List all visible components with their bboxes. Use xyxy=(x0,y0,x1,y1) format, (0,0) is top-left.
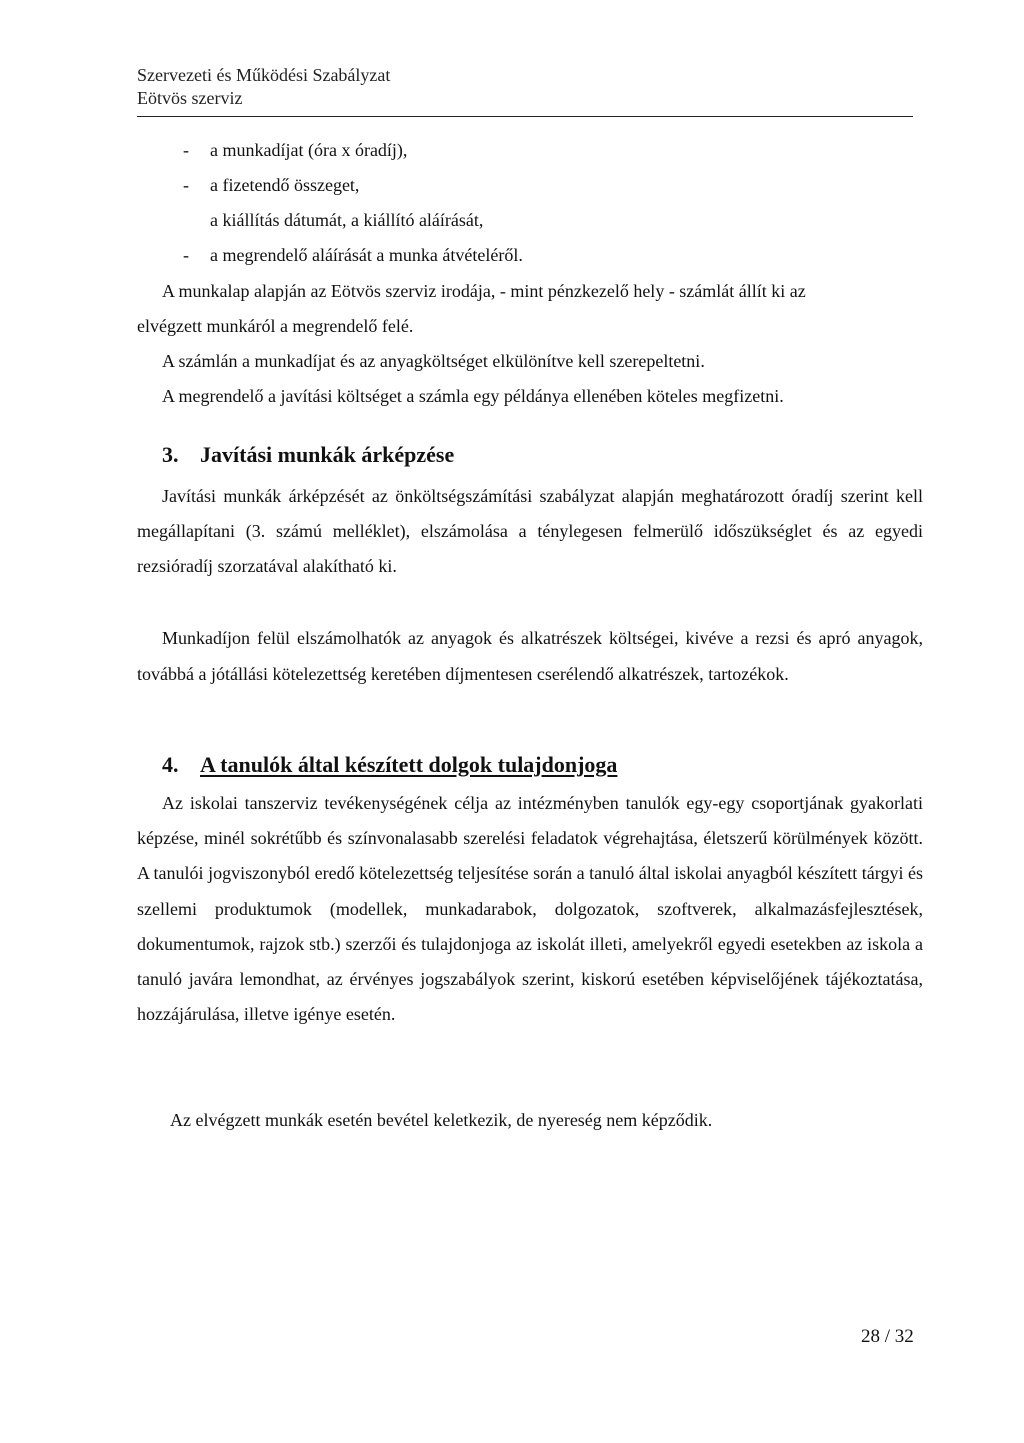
page-number: 28 / 32 xyxy=(861,1326,914,1347)
section-number: 4. xyxy=(162,752,179,777)
header-subtitle: Eötvös szerviz xyxy=(137,88,243,108)
section-number: 3. xyxy=(162,442,179,467)
header-rule xyxy=(137,116,913,117)
list-item-text: a kiállítás dátumát, a kiállító aláírását, xyxy=(210,210,484,230)
invoice-paragraph-line2: elvégzett munkáról a megrendelő felé. xyxy=(137,316,414,336)
section-3-heading xyxy=(162,442,454,468)
invoice-payment-note: A megrendelő a javítási költséget a számla egy példánya ellenében köteles megfizetni. xyxy=(162,386,784,406)
list-dash: - xyxy=(183,245,189,265)
invoice-paragraph-line1: A munkalap alapján az Eötvös szerviz irodája, - mint pénzkezelő hely - számlát állít ki az xyxy=(162,281,806,301)
list-item-text: a munkadíjat (óra x óradíj), xyxy=(210,140,408,160)
running-header xyxy=(137,64,913,110)
invoice-separate-note: A számlán a munkadíjat és az anyagköltséget elkülönítve kell szerepeltetni. xyxy=(162,351,705,371)
section-title: A tanulók által készített dolgok tulajdonjoga xyxy=(200,752,618,777)
section-3-paragraph-2: Munkadíjon felül elszámolhatók az anyagok és alkatrészek költségei, kivéve a rezsi és apró anyagok, továbbá a jótállási kötelezettség keretében díjmentesen cserélendő alkatrészek, tartozékok. xyxy=(137,628,923,684)
section-title: Javítási munkák árképzése xyxy=(200,442,455,467)
section-4-closing: Az elvégzett munkák esetén bevétel keletkezik, de nyereség nem képződik. xyxy=(170,1110,713,1130)
section-4-paragraph: Az iskolai tanszerviz tevékenységének célja az intézményben tanulók egy-egy csoportjának gyakorlati képzése, minél sokrétűbb és színvonalasabb szerelési feladatok végrehajtása, életszerű körülmények között. A tanulói jogviszonyból eredő kötelezettség teljesítése során a tanuló által iskolai anyagból készített tárgyi és szellemi produktumok (modellek, munkadarabok, dolgozatok, szoftverek, alkalmazásfejlesztések, dokumentumok, rajzok stb.) szerzői és tulajdonjoga az iskolát illeti, amelyekről egyedi esetekben az iskola a tanuló javára lemondhat, az érvényes jogszabályok szerint, kiskorú esetében képviselőjének tájékoztatása, hozzájárulása, illetve igénye esetén. xyxy=(137,793,923,1025)
list-dash: - xyxy=(183,175,189,195)
section-3-paragraph: Javítási munkák árképzését az önköltségszámítási szabályzat alapján meghatározott óradíj szerint kell megállapítani (3. számú melléklet), elszámolása a ténylegesen felmerülő időszükséglet és az egyedi rezsióradíj szorzatával alakítható ki. xyxy=(137,486,923,576)
section-4-heading xyxy=(162,752,617,778)
list-item-text: a megrendelő aláírását a munka átvételéről. xyxy=(210,245,523,265)
list-dash: - xyxy=(183,140,189,160)
header-title: Szervezeti és Működési Szabályzat xyxy=(137,65,391,85)
list-item-text: a fizetendő összeget, xyxy=(210,175,360,195)
